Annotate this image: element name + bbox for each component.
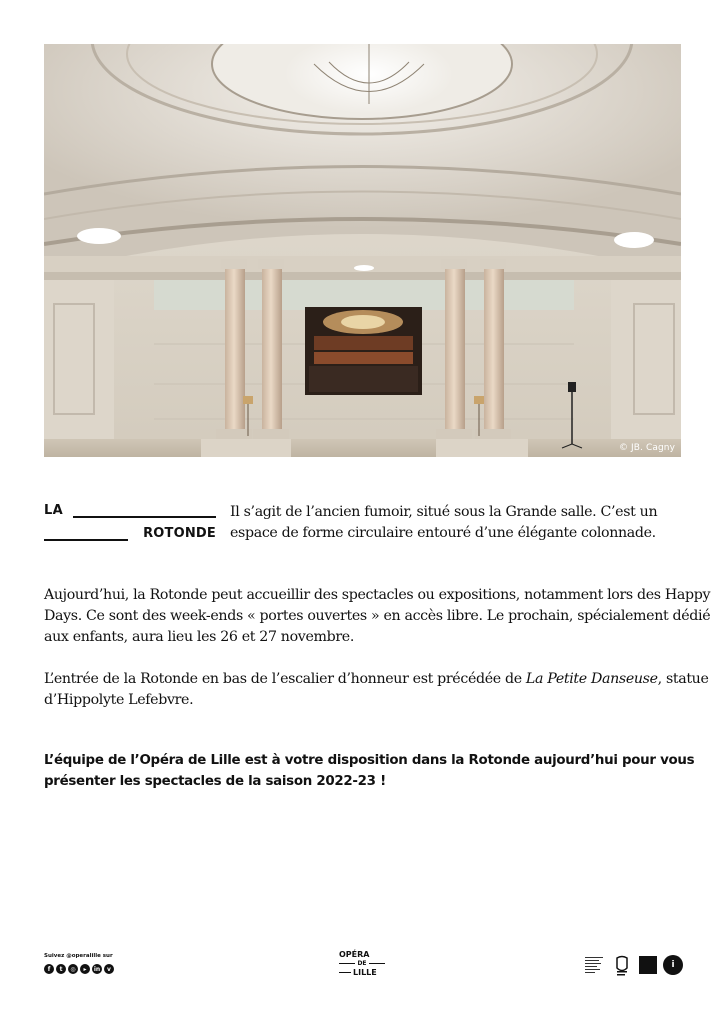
instagram-icon[interactable]: ◎	[68, 964, 78, 974]
mel-logo	[639, 956, 657, 974]
title-line-rotonde: ROTONDE	[143, 526, 216, 541]
region-logo: i	[663, 955, 683, 975]
youtube-icon[interactable]: ▸	[80, 964, 90, 974]
photo-credit: © JB. Cagny	[618, 443, 675, 453]
facebook-icon[interactable]: f	[44, 964, 54, 974]
paragraph-happy-days: Aujourd’hui, la Rotonde peut accueillir des spectacles ou expositions, notamment lors des Happy Days. Ce sont des week-ends « portes ouvertes » en accès libre. Le prochain, spécialement dédié aux enfants, aura lieu les 26 et 27 novembre.	[44, 587, 711, 645]
social-follow-text: Suivez @operalille sur	[44, 953, 113, 959]
paragraph-petite-danseuse-before: L’entrée de la Rotonde en bas de l’escalier d’honneur est précédée de	[44, 671, 526, 687]
logo-line-lille: LILLE	[353, 968, 377, 977]
statue-title: La Petite Danseuse	[525, 671, 658, 687]
intro-text: Il s’agit de l’ancien fumoir, situé sous la Grande salle. C’est un espace de forme circulaire entouré d’une élégante colonnade.	[230, 504, 658, 541]
team-availability-note: L’équipe de l’Opéra de Lille est à votre disposition dans la Rotonde aujourd’hui pour vous présenter les spectacles de la saison 2022-23 !	[44, 753, 695, 789]
vimeo-icon[interactable]: v	[104, 964, 114, 974]
twitter-icon[interactable]: t	[56, 964, 66, 974]
logo-line-opera: OPÉRA	[339, 950, 370, 959]
linkedin-icon[interactable]: in	[93, 965, 101, 973]
title-rule-bottom	[44, 539, 128, 541]
opera-de-lille-logo	[339, 950, 385, 977]
title-rule-top	[73, 516, 216, 518]
social-icons	[44, 964, 114, 974]
logo-line-de: DE	[357, 960, 367, 967]
republique-francaise-logo	[611, 954, 633, 976]
partner-logos	[585, 953, 683, 977]
section-title	[44, 503, 216, 543]
paragraph-petite-danseuse-after: , statue d’Hippolyte Lefebvre.	[44, 671, 709, 708]
rotonde-illustration	[44, 44, 681, 457]
ministry-logo	[585, 955, 605, 975]
rotonde-photo	[44, 44, 681, 457]
paragraph-petite-danseuse	[44, 669, 714, 711]
title-line-la: LA	[44, 503, 63, 518]
